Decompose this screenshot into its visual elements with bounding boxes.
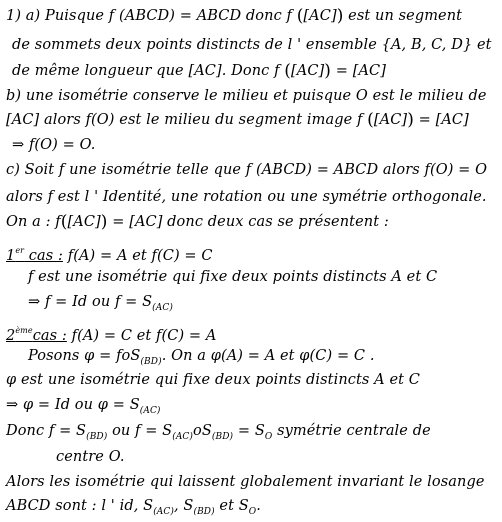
text-fragment: alors f est l ' Identité, une rotation ou une symétrie orthogonale. bbox=[6, 189, 487, 205]
text-fragment: alors f(O) est le milieu du segment image f bbox=[39, 112, 363, 128]
text-fragment: [AC] bbox=[352, 63, 386, 79]
close-paren: ) bbox=[324, 61, 332, 81]
case-2-label bbox=[6, 328, 67, 344]
text-fragment: = S bbox=[233, 423, 265, 439]
text-line-16 bbox=[6, 395, 161, 421]
text-line-18 bbox=[56, 447, 125, 467]
text-line-9 bbox=[6, 212, 389, 232]
close-paren: ) bbox=[407, 110, 414, 130]
text-fragment: ⇒ f = Id ou f = S bbox=[28, 294, 153, 310]
text-fragment: symétrie centrale de bbox=[272, 423, 431, 439]
text-fragment: b) une isométrie conserve le milieu et puisque O est le milieu de bbox=[6, 88, 487, 104]
case-word: cas : bbox=[24, 248, 64, 264]
subscript: (BD) bbox=[86, 432, 108, 442]
subscript: (AC) bbox=[153, 507, 174, 517]
text-fragment: (ABCD) bbox=[118, 8, 176, 24]
text-fragment: Donc f = S bbox=[6, 423, 87, 439]
text-line-7 bbox=[6, 160, 487, 180]
text-fragment: oS bbox=[193, 423, 212, 439]
text-fragment: de même longueur que bbox=[12, 63, 184, 79]
ordinal-superscript: er bbox=[15, 246, 25, 255]
case-1-heading bbox=[6, 241, 213, 266]
subscript: (AC) bbox=[152, 303, 173, 313]
case-number: 2 bbox=[6, 328, 16, 344]
case-word: cas : bbox=[32, 328, 67, 344]
text-line-1 bbox=[6, 6, 462, 26]
text-fragment: est un segment bbox=[348, 8, 463, 24]
text-fragment: donc deux cas se présentent : bbox=[162, 214, 389, 230]
case-1-label bbox=[6, 248, 63, 264]
text-fragment: {A, B, C, D} bbox=[381, 37, 473, 53]
text-fragment: ABCD sont : l ' id, S bbox=[6, 498, 154, 514]
text-fragment: et S bbox=[214, 498, 249, 514]
text-line-17 bbox=[6, 421, 431, 447]
text-line-15 bbox=[6, 370, 420, 390]
text-fragment: = ABCD donc f bbox=[179, 8, 292, 24]
subscript: (AC) bbox=[139, 406, 161, 416]
text-fragment: (ABCD) bbox=[255, 162, 312, 178]
text-fragment: . Donc f bbox=[221, 63, 280, 79]
text-fragment: = bbox=[331, 63, 353, 79]
text-fragment: et bbox=[472, 37, 492, 53]
text-fragment: f(A) = A et f(C) = C bbox=[63, 248, 213, 264]
text-line-12 bbox=[28, 292, 173, 318]
text-line-3 bbox=[12, 61, 386, 81]
text-fragment: [AC] bbox=[435, 112, 469, 128]
text-fragment: . bbox=[256, 498, 261, 514]
close-paren: ) bbox=[100, 212, 108, 232]
case-2-heading bbox=[6, 321, 216, 346]
text-line-20 bbox=[6, 496, 261, 522]
subscript: (AC) bbox=[172, 432, 194, 442]
text-fragment: centre O. bbox=[56, 449, 125, 465]
ordinal-superscript: ème bbox=[15, 326, 33, 335]
subscript: (BD) bbox=[140, 357, 162, 367]
text-fragment: [AC] bbox=[129, 214, 163, 230]
text-line-2 bbox=[12, 35, 492, 55]
text-fragment: , S bbox=[174, 498, 194, 514]
text-fragment: ou f = S bbox=[107, 423, 173, 439]
subscript: (BD) bbox=[211, 432, 234, 442]
text-fragment: [AC] bbox=[188, 63, 222, 79]
text-fragment: 1) a) Puisque f bbox=[6, 8, 115, 24]
text-line-11 bbox=[28, 267, 437, 287]
open-paren: ( bbox=[284, 61, 291, 81]
text-fragment: ⇒ φ = Id ou φ = S bbox=[6, 397, 140, 413]
text-fragment: On a : f bbox=[6, 214, 61, 230]
text-fragment: ⇒ f(O) = O. bbox=[12, 137, 96, 153]
open-paren: ( bbox=[60, 212, 68, 232]
text-fragment: = bbox=[413, 112, 436, 128]
text-fragment: [AC] bbox=[291, 63, 325, 79]
text-fragment: [AC] bbox=[67, 214, 101, 230]
text-fragment: = bbox=[107, 214, 130, 230]
text-fragment: [AC] bbox=[303, 8, 337, 24]
subscript: O bbox=[264, 432, 273, 442]
subscript: (BD) bbox=[193, 507, 215, 517]
text-fragment: Alors les isométrie qui laissent globalement invariant le losange bbox=[6, 474, 485, 490]
text-line-4 bbox=[6, 86, 487, 106]
text-line-14 bbox=[28, 346, 375, 372]
text-fragment: f est une isométrie qui fixe deux points distincts A et C bbox=[28, 269, 438, 285]
text-fragment: f(A) = C et f(C) = A bbox=[66, 328, 217, 344]
text-fragment: de sommets deux points distincts de l ' ensemble bbox=[12, 37, 377, 53]
open-paren: ( bbox=[367, 110, 374, 130]
text-fragment: φ est une isométrie qui fixe deux points distincts A et C bbox=[6, 372, 420, 388]
subscript: O bbox=[248, 507, 257, 517]
text-fragment: Posons φ = foS bbox=[28, 348, 141, 364]
text-fragment: [AC] bbox=[373, 112, 408, 128]
text-line-8 bbox=[6, 187, 487, 207]
text-fragment: c) Soit f une isométrie telle que f bbox=[6, 162, 252, 178]
text-line-6 bbox=[12, 135, 95, 155]
open-paren: ( bbox=[296, 6, 304, 26]
text-fragment: = ABCD alors f(O) = O bbox=[312, 162, 488, 178]
text-fragment: . On a φ(A) = A et φ(C) = C . bbox=[161, 348, 375, 364]
text-line-19 bbox=[6, 472, 485, 492]
text-line-5 bbox=[6, 110, 469, 130]
case-number: 1 bbox=[6, 248, 16, 264]
close-paren: ) bbox=[336, 6, 344, 26]
text-fragment: [AC] bbox=[6, 112, 40, 128]
